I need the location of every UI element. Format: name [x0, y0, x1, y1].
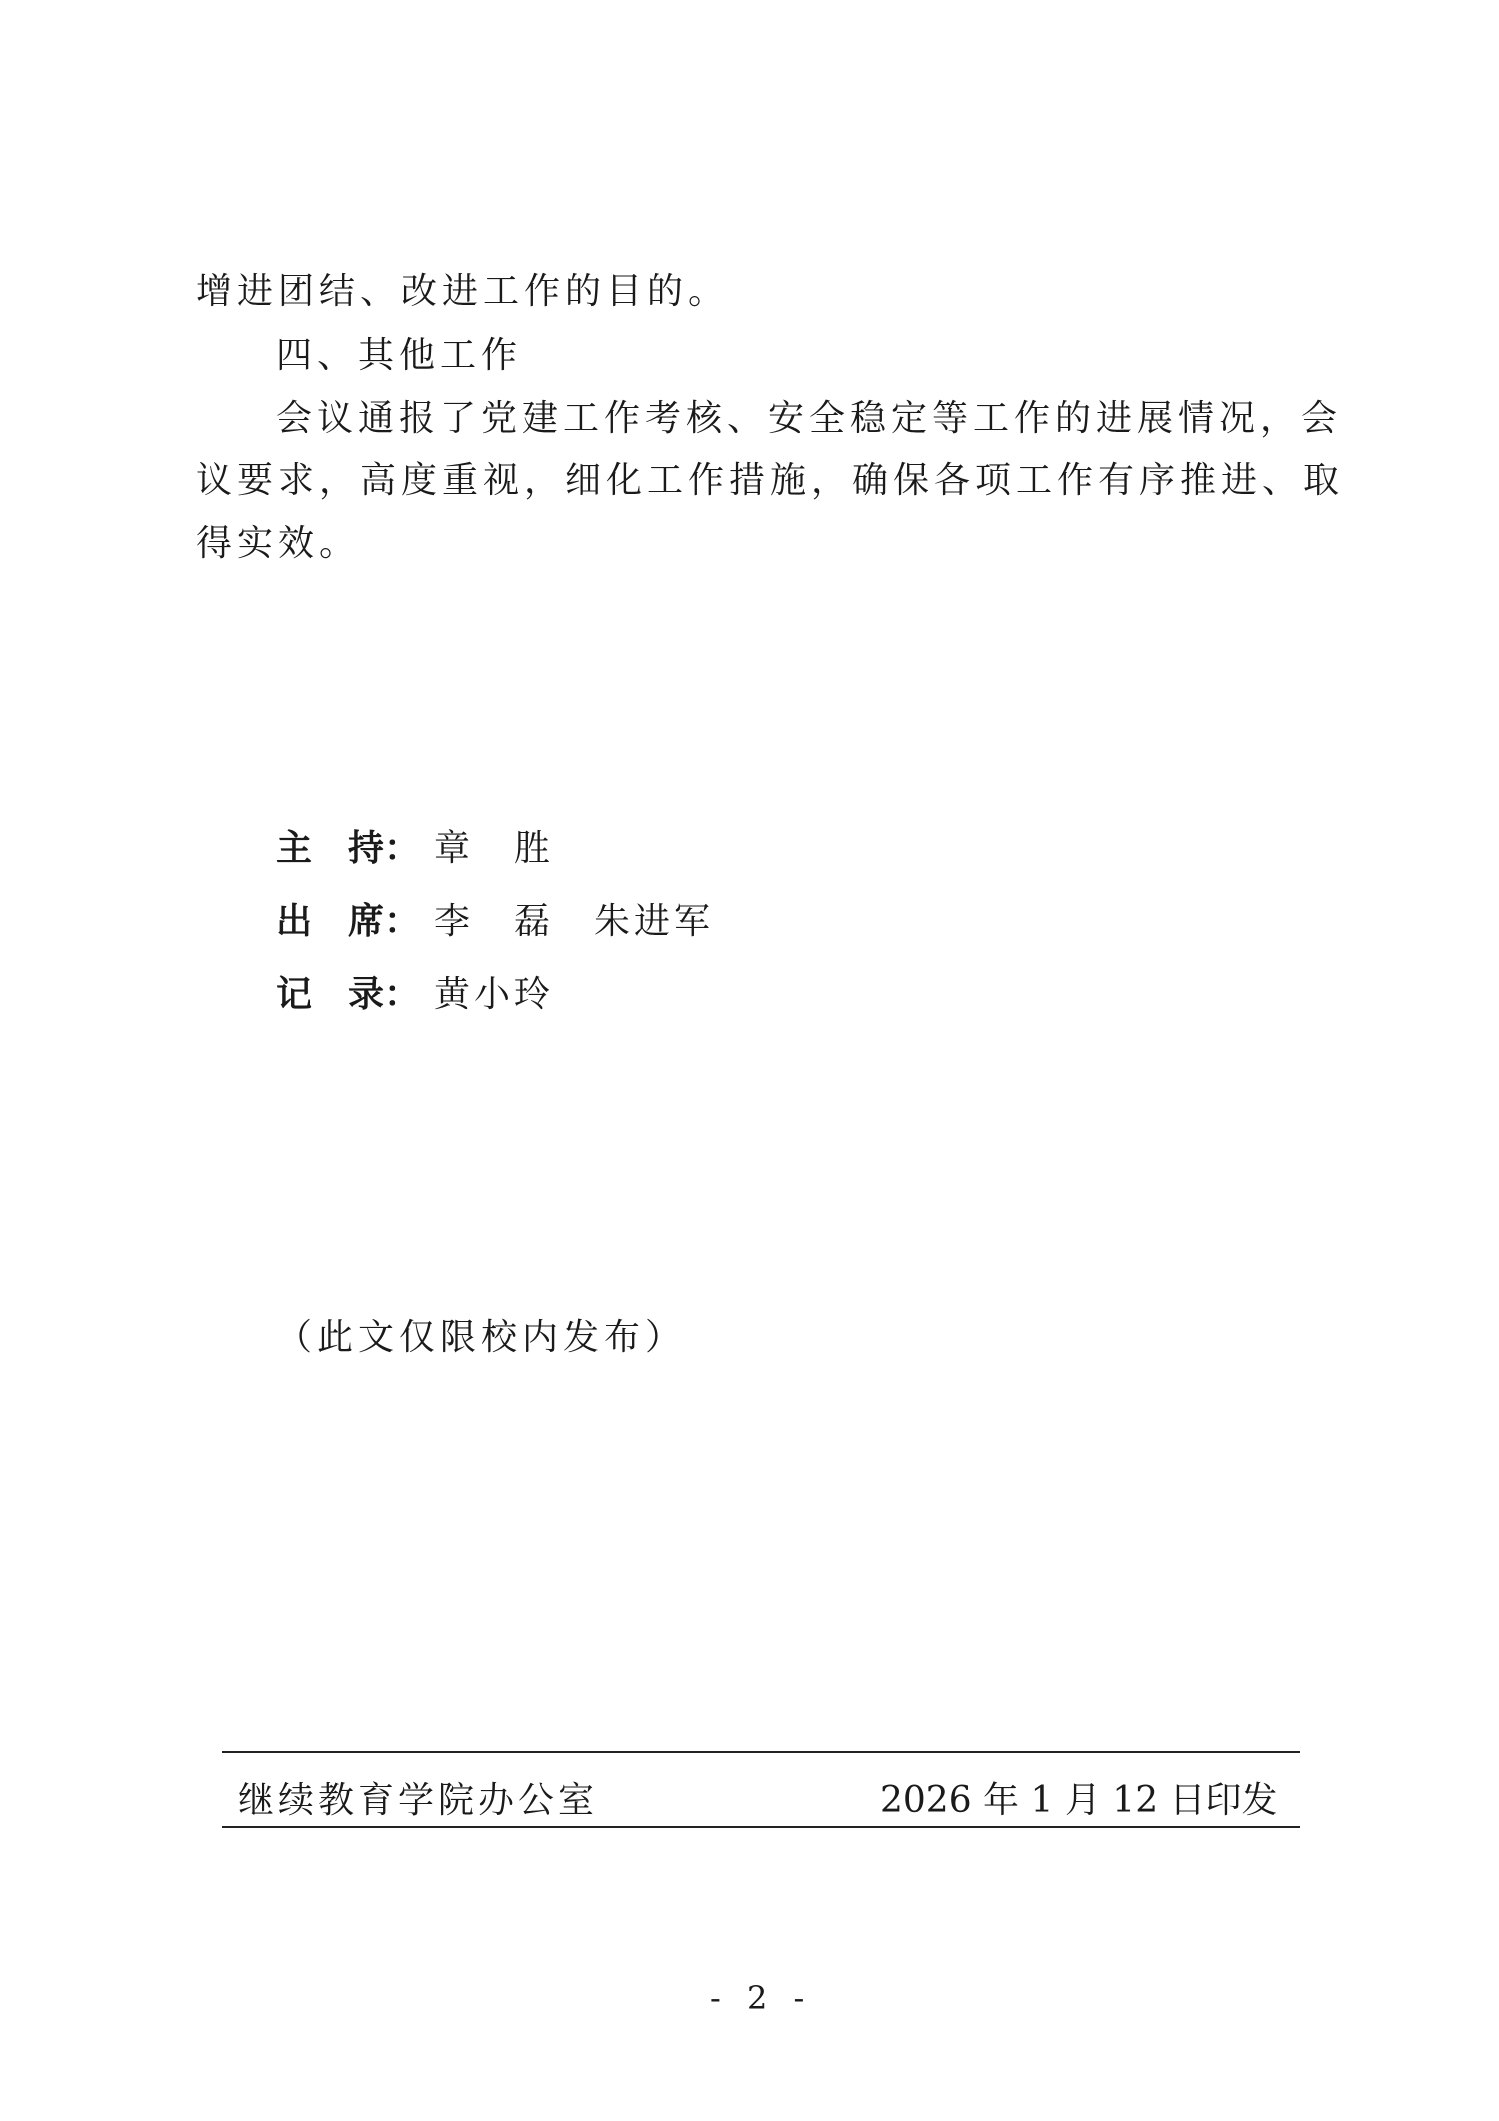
section-heading-other-work: 四、其他工作	[276, 335, 523, 376]
host-label: 主 持：	[276, 828, 421, 869]
attendees-names: 李 磊 朱进军	[434, 901, 715, 942]
host-name: 章 胜	[434, 828, 555, 869]
body-paragraph-line: 议要求，高度重视，细化工作措施，确保各项工作有序推进、取	[196, 460, 1345, 501]
host-row	[276, 825, 554, 873]
recorder-row	[276, 971, 554, 1019]
print-date: 2026 年 1 月 12 日印发	[880, 1780, 1278, 1821]
attendees-row	[276, 898, 714, 946]
page-number: - 2 -	[710, 1979, 813, 2017]
issuing-office: 继续教育学院办公室	[238, 1780, 599, 1821]
body-paragraph-line: 得实效。	[196, 523, 361, 564]
body-paragraph-line: 会议通报了党建工作考核、安全稳定等工作的进展情况，会	[276, 398, 1343, 439]
recorder-name: 黄小玲	[434, 974, 555, 1015]
recorder-label: 记 录：	[276, 974, 421, 1015]
distribution-notice: （此文仅限校内发布）	[276, 1317, 687, 1358]
attendees-label: 出 席：	[276, 901, 421, 942]
footer-bottom-rule	[222, 1826, 1300, 1828]
footer-top-rule	[222, 1751, 1300, 1753]
body-paragraph-continuation: 增进团结、改进工作的目的。	[196, 271, 730, 312]
